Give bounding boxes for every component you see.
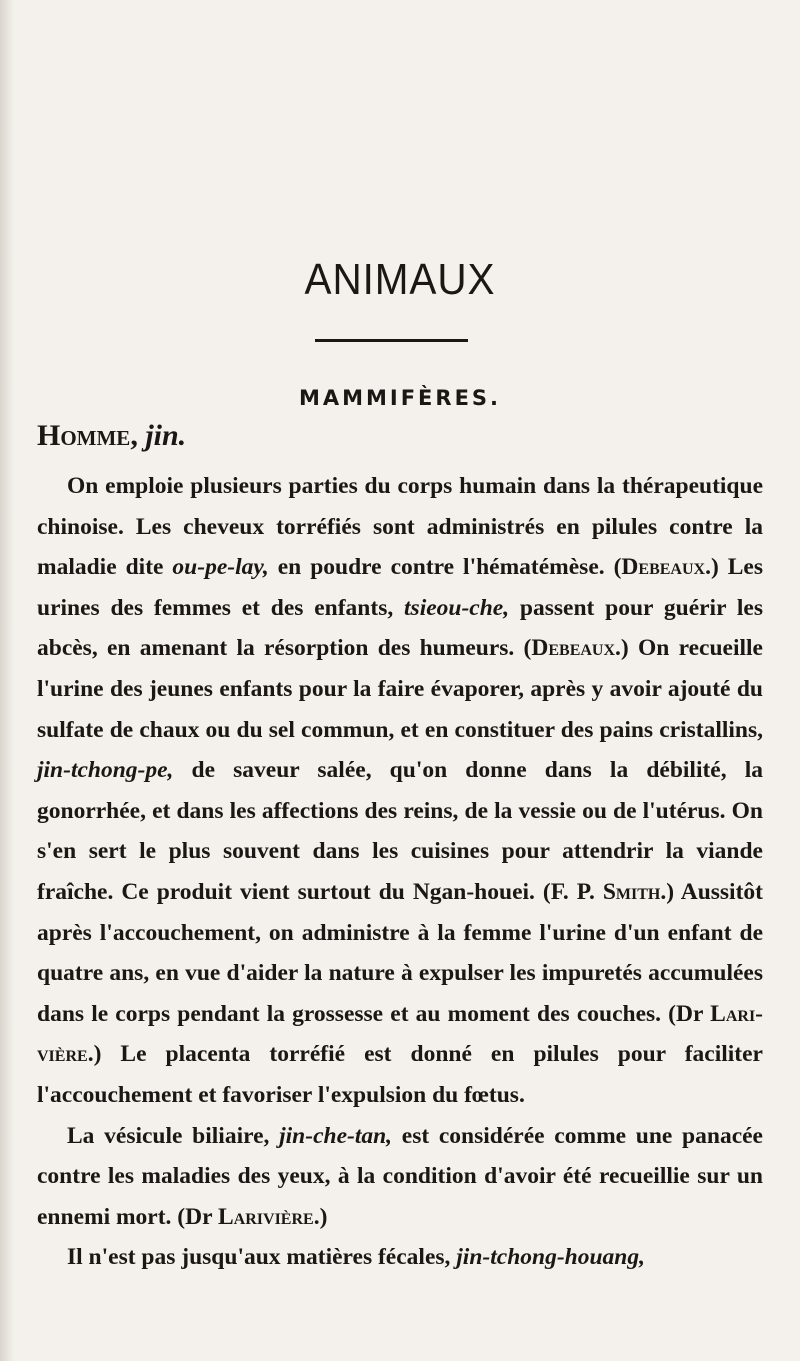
section-title: ANIMAUX: [304, 255, 496, 304]
paragraph-1: [37, 466, 763, 1116]
reference-author: Smith: [602, 878, 661, 905]
text-run: passent pour guérir les abcès, en amenant la résorption des humeurs. (: [37, 594, 763, 662]
reference-author: Debeaux: [531, 635, 616, 662]
entry-heading: [37, 419, 186, 453]
page-gutter-shadow: [0, 0, 14, 1361]
reference-author: Debeaux: [621, 554, 706, 581]
chinese-term: jin-che-tan,: [279, 1122, 393, 1149]
title-divider-rule: [315, 339, 468, 342]
subsection-title: MAMMIFÈRES.: [298, 386, 502, 410]
paragraph-2: [37, 1116, 763, 1238]
text-run: .) Aussitôt après l'accouchement, on administre à la femme l'urine d'un enfant de quatre ans, en vue d'aider la nature à expulser les impuretés accumulées dans le corps pendant la grossesse et au moment des couches. (Dr: [37, 878, 763, 1027]
text-run: .) Les urines des femmes et des enfants,: [37, 554, 763, 621]
entry-chinese-term: jin.: [145, 419, 187, 452]
chinese-term: tsieou-che,: [404, 594, 510, 621]
text-run: de saveur salée, qu'on donne dans la débilité, la gonorrhée, et dans les affections des reins, de la vessie ou de l'utérus. On s'en sert le plus souvent dans les cuisines pour attendrir la viande fraîche. Ce produit vient surtout du Ngan-houei. (F. P.: [37, 757, 763, 905]
text-run: est considérée comme une panacée contre les maladies des yeux, à la condition d'avoir été recueillie sur un ennemi mort. (Dr: [37, 1122, 763, 1230]
text-run: La vésicule biliaire,: [67, 1122, 280, 1149]
chinese-term: jin-tchong-houang,: [456, 1244, 645, 1271]
text-run: On emploie plusieurs parties du corps humain dans la thérapeutique chinoise. Les cheveux torréfiés sont administrés en pilules contre la maladie dite: [37, 473, 763, 581]
text-run: .) Le placenta torréfié est donné en pilules pour faciliter l'accouchement et favoriser l'expulsion du fœtus.: [37, 1041, 763, 1108]
reference-author: Larivière: [37, 1000, 763, 1068]
text-run: Il n'est pas jusqu'aux matières fécales,: [67, 1244, 457, 1271]
reference-author: Larivière: [218, 1203, 314, 1230]
entry-separator: ,: [130, 419, 146, 452]
text-run: en poudre contre l'hématémèse. (: [268, 554, 622, 581]
entry-name: Homme: [37, 419, 131, 452]
text-run: .) On recueille l'urine des jeunes enfants pour la faire évaporer, après y avoir ajouté du sulfate de chaux ou du sel commun, et en constituer des pains cristallins,: [37, 635, 763, 743]
chinese-term: ou-pe-lay,: [172, 554, 269, 581]
body-text: [37, 466, 763, 1278]
chinese-term: jin-tchong-pe,: [37, 757, 174, 784]
text-run: .): [313, 1203, 328, 1230]
paragraph-3: [37, 1237, 763, 1278]
